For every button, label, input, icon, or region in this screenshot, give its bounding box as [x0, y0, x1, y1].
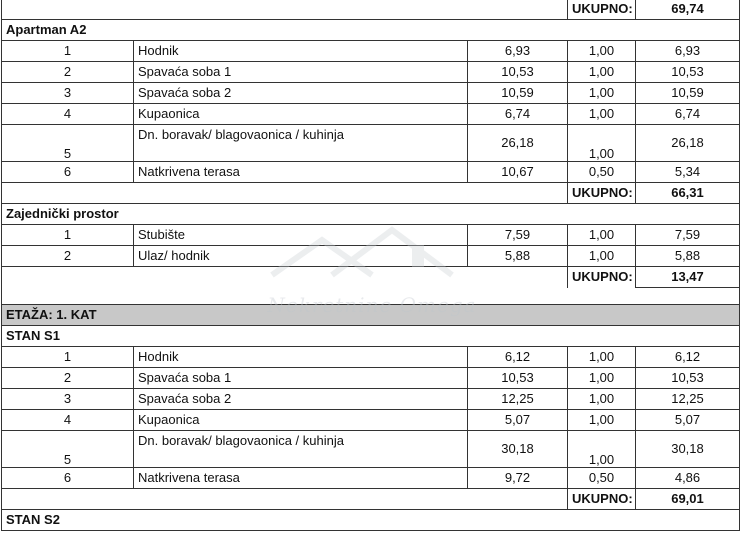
- table-row: [2, 468, 740, 489]
- room-name: Spavaća soba 2: [134, 83, 468, 104]
- room-name: Stubište: [134, 225, 468, 246]
- total-spacer: [2, 183, 568, 204]
- room-name: Spavaća soba 2: [134, 389, 468, 410]
- room-name: Ulaz/ hodnik: [134, 246, 468, 267]
- total-spacer: [2, 489, 568, 510]
- total-value: 69,01: [636, 489, 740, 510]
- net-area: 10,53: [636, 368, 740, 389]
- coefficient: 1,00: [568, 225, 636, 246]
- net-area: 26,18: [636, 125, 740, 162]
- room-name: Dn. boravak/ blagovaonica / kuhinja: [134, 431, 468, 468]
- row-number: 3: [2, 83, 134, 104]
- total-spacer: [2, 0, 568, 20]
- total-row: [2, 183, 740, 204]
- net-area: 5,88: [636, 246, 740, 267]
- table-row: [2, 125, 740, 162]
- table-row: [2, 431, 740, 468]
- coefficient: 1,00: [568, 246, 636, 267]
- total-label: UKUPNO:: [568, 0, 636, 20]
- room-area: 5,07: [468, 410, 568, 431]
- section-title-stan-s2: STAN S2: [2, 510, 740, 531]
- section-header-row: [2, 20, 740, 41]
- row-number: 6: [2, 468, 134, 489]
- net-area: 7,59: [636, 225, 740, 246]
- row-number: 4: [2, 104, 134, 125]
- net-area: 30,18: [636, 431, 740, 468]
- room-area: 26,18: [468, 125, 568, 162]
- room-name: Hodnik: [134, 41, 468, 62]
- room-name: Spavaća soba 1: [134, 368, 468, 389]
- room-area: 10,67: [468, 162, 568, 183]
- watermark-text: Nekretnine Omega: [267, 293, 477, 317]
- total-label: UKUPNO:: [568, 267, 636, 288]
- total-value: 69,74: [636, 0, 740, 20]
- coefficient: 1,00: [568, 104, 636, 125]
- net-area: 6,12: [636, 347, 740, 368]
- total-value: 66,31: [636, 183, 740, 204]
- total-label: UKUPNO:: [568, 183, 636, 204]
- row-number: 1: [2, 347, 134, 368]
- room-name: Hodnik: [134, 347, 468, 368]
- net-area: 5,34: [636, 162, 740, 183]
- room-area: 12,25: [468, 389, 568, 410]
- net-area: 10,59: [636, 83, 740, 104]
- room-area: 6,93: [468, 41, 568, 62]
- room-area: 6,74: [468, 104, 568, 125]
- area-table: [1, 0, 740, 531]
- room-name: Kupaonica: [134, 104, 468, 125]
- total-value: 13,47: [636, 267, 740, 288]
- net-area: 5,07: [636, 410, 740, 431]
- room-name: Kupaonica: [134, 410, 468, 431]
- net-area: 6,74: [636, 104, 740, 125]
- room-name: Spavaća soba 1: [134, 62, 468, 83]
- table-row: [2, 368, 740, 389]
- coefficient: 1,00: [568, 125, 636, 162]
- row-number: 6: [2, 162, 134, 183]
- coefficient: 0,50: [568, 468, 636, 489]
- spacer-row: [2, 288, 740, 305]
- total-row: [2, 267, 740, 288]
- room-area: 6,12: [468, 347, 568, 368]
- row-number: 3: [2, 389, 134, 410]
- section-header-row: [2, 326, 740, 347]
- coefficient: 0,50: [568, 162, 636, 183]
- room-area: 9,72: [468, 468, 568, 489]
- table-row: [2, 246, 740, 267]
- coefficient: 1,00: [568, 389, 636, 410]
- coefficient: 1,00: [568, 347, 636, 368]
- table-row: [2, 225, 740, 246]
- coefficient: 1,00: [568, 431, 636, 468]
- room-name: Dn. boravak/ blagovaonica / kuhinja: [134, 125, 468, 162]
- row-number: 4: [2, 410, 134, 431]
- section-header-row: [2, 510, 740, 531]
- net-area: 12,25: [636, 389, 740, 410]
- row-number: 1: [2, 41, 134, 62]
- table-row: [2, 62, 740, 83]
- coefficient: 1,00: [568, 410, 636, 431]
- section-header-row: [2, 204, 740, 225]
- total-row: [2, 489, 740, 510]
- section-title-apartman-a2: Apartman A2: [2, 20, 740, 41]
- table-row: [2, 83, 740, 104]
- room-area: 5,88: [468, 246, 568, 267]
- room-area: 10,53: [468, 368, 568, 389]
- floor-label: ETAŽA: 1. KAT: [2, 305, 740, 326]
- table-row: [2, 104, 740, 125]
- spacer-cell: [2, 288, 740, 305]
- net-area: 4,86: [636, 468, 740, 489]
- room-name: Natkrivena terasa: [134, 162, 468, 183]
- total-spacer: [2, 267, 568, 288]
- room-area: 10,53: [468, 62, 568, 83]
- row-number: 5: [2, 431, 134, 468]
- coefficient: 1,00: [568, 62, 636, 83]
- table-row: [2, 410, 740, 431]
- floor-header-row: [2, 305, 740, 326]
- section-title-stan-s1: STAN S1: [2, 326, 740, 347]
- row-number: 2: [2, 368, 134, 389]
- row-number: 5: [2, 125, 134, 162]
- net-area: 6,93: [636, 41, 740, 62]
- net-area: 10,53: [636, 62, 740, 83]
- table-row: [2, 162, 740, 183]
- room-area: 7,59: [468, 225, 568, 246]
- row-number: 1: [2, 225, 134, 246]
- coefficient: 1,00: [568, 83, 636, 104]
- table-row: [2, 41, 740, 62]
- row-number: 2: [2, 246, 134, 267]
- total-row: [2, 0, 740, 20]
- coefficient: 1,00: [568, 41, 636, 62]
- row-number: 2: [2, 62, 134, 83]
- coefficient: 1,00: [568, 368, 636, 389]
- section-title-zajednicki: Zajednički prostor: [2, 204, 740, 225]
- total-label: UKUPNO:: [568, 489, 636, 510]
- room-area: 30,18: [468, 431, 568, 468]
- table-row: [2, 389, 740, 410]
- room-name: Natkrivena terasa: [134, 468, 468, 489]
- room-area: 10,59: [468, 83, 568, 104]
- table-row: [2, 347, 740, 368]
